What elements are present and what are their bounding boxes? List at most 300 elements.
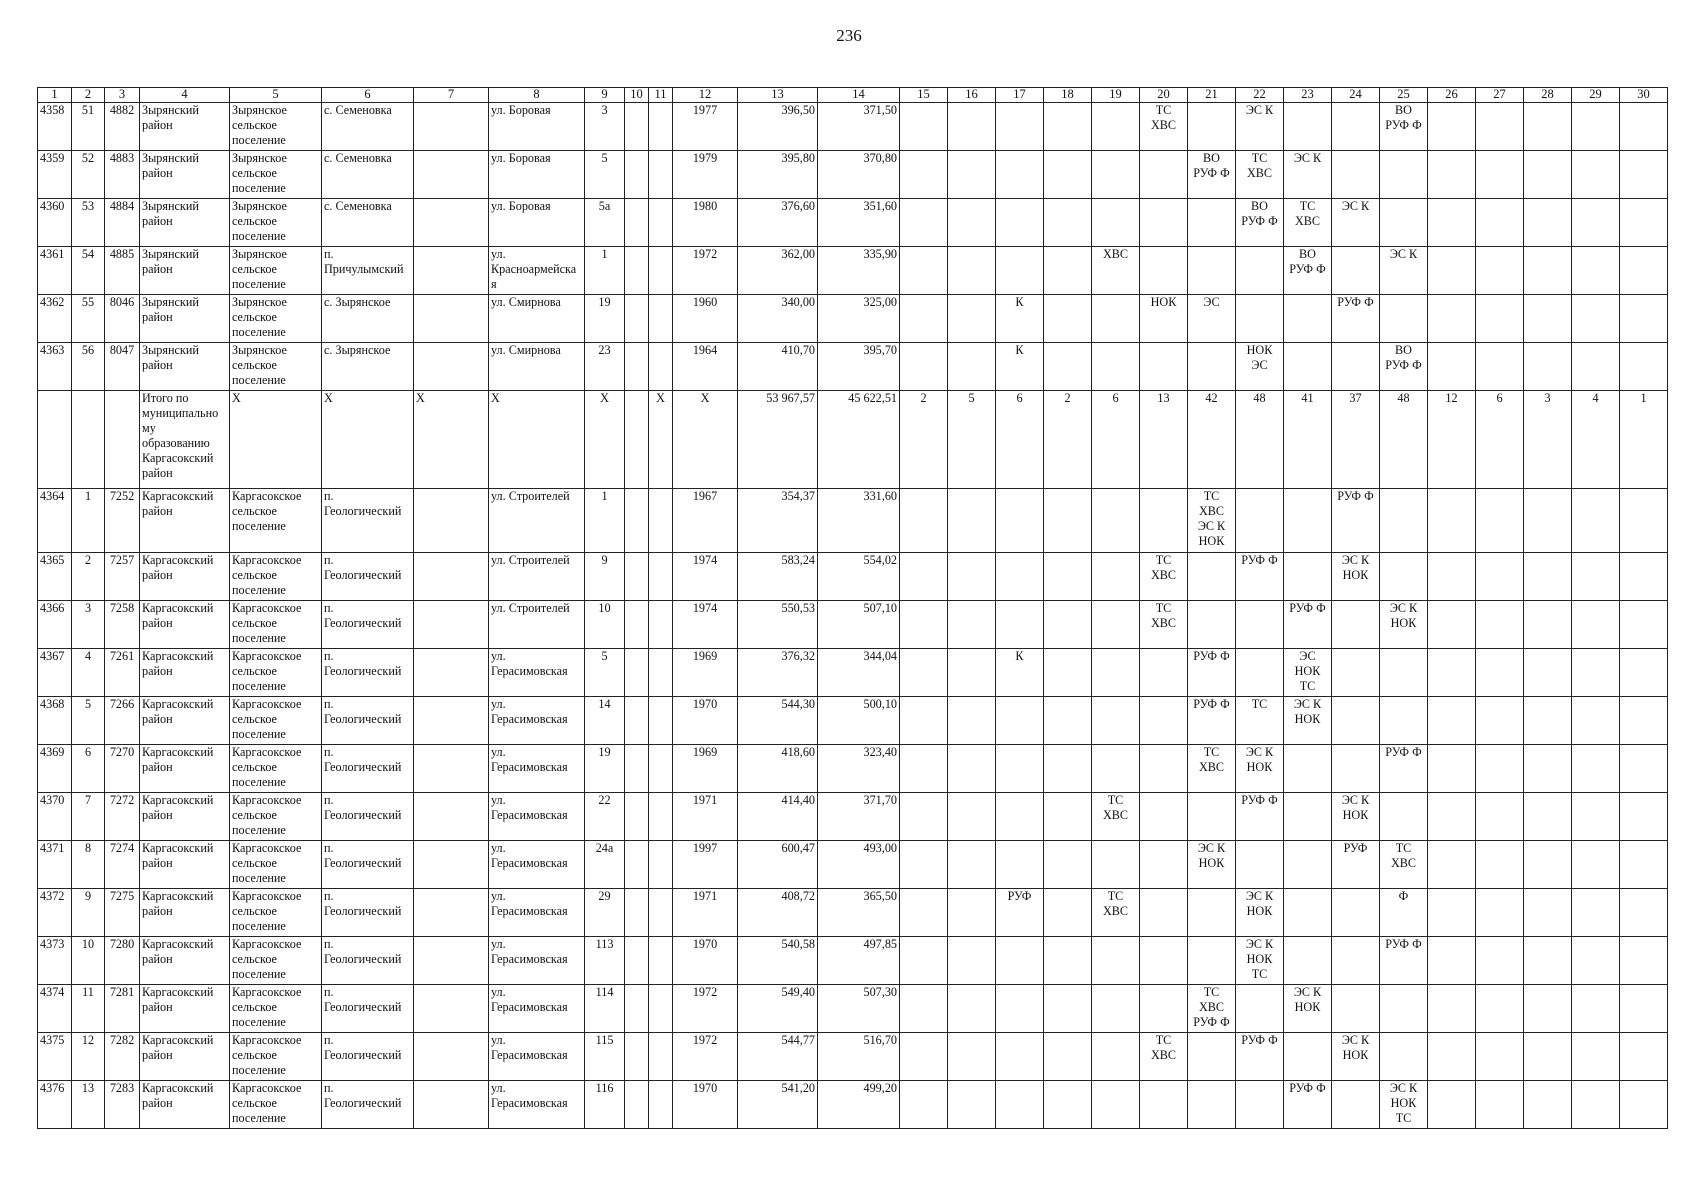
cell-text: 7258 — [109, 601, 135, 615]
cell-text: 5 — [601, 649, 608, 663]
cell-col-13 — [738, 151, 818, 199]
cell-text: 14 — [598, 697, 611, 711]
cell-col-28 — [1524, 553, 1572, 601]
cell-col-1 — [38, 985, 72, 1033]
cell-col-6 — [322, 103, 414, 151]
cell-col-29 — [1572, 391, 1620, 489]
cell-col-16 — [948, 937, 996, 985]
cell-text: п. Геологический — [324, 489, 402, 518]
cell-text: 41 — [1301, 391, 1314, 405]
column-header-30: 30 — [1620, 88, 1668, 103]
cell-col-24 — [1332, 103, 1380, 151]
cell-text: 55 — [81, 295, 95, 309]
cell-col-17 — [996, 841, 1044, 889]
cell-col-26 — [1428, 937, 1476, 985]
cell-col-27 — [1476, 745, 1524, 793]
cell-col-26 — [1428, 247, 1476, 295]
cell-col-5 — [230, 649, 322, 697]
column-header-25: 25 — [1380, 88, 1428, 103]
cell-text: 1970 — [692, 937, 718, 951]
cell-col-10 — [625, 841, 649, 889]
cell-col-15 — [900, 889, 948, 937]
cell-col-14 — [818, 1033, 900, 1081]
column-header-27: 27 — [1476, 88, 1524, 103]
cell-col-26 — [1428, 793, 1476, 841]
cell-text: Ф — [1398, 889, 1409, 903]
cell-text: 8046 — [109, 295, 135, 309]
cell-col-20 — [1140, 391, 1188, 489]
cell-col-28 — [1524, 649, 1572, 697]
cell-col-22 — [1236, 745, 1284, 793]
cell-col-20 — [1140, 1081, 1188, 1129]
cell-col-23 — [1284, 489, 1332, 553]
cell-col-4 — [140, 985, 230, 1033]
cell-text: 500,10 — [863, 697, 897, 711]
cell-text: 4361 — [40, 247, 65, 261]
cell-col-21 — [1188, 601, 1236, 649]
table-row — [38, 841, 1668, 889]
cell-text: 4366 — [40, 601, 65, 615]
cell-col-16 — [948, 343, 996, 391]
cell-text: 6 — [1016, 391, 1023, 405]
cell-col-3 — [105, 1081, 140, 1129]
cell-col-19 — [1092, 247, 1140, 295]
cell-col-5 — [230, 601, 322, 649]
cell-col-23 — [1284, 1033, 1332, 1081]
cell-col-20 — [1140, 745, 1188, 793]
cell-col-18 — [1044, 601, 1092, 649]
cell-col-12 — [673, 793, 738, 841]
cell-col-1 — [38, 199, 72, 247]
cell-col-10 — [625, 489, 649, 553]
cell-col-14 — [818, 889, 900, 937]
cell-col-19 — [1092, 1033, 1140, 1081]
cell-text: 1964 — [692, 343, 718, 357]
cell-text: 2 — [84, 553, 92, 567]
cell-col-3 — [105, 985, 140, 1033]
cell-text: ВО РУФ Ф — [1193, 151, 1230, 180]
cell-col-28 — [1524, 985, 1572, 1033]
cell-col-3 — [105, 199, 140, 247]
cell-text: 354,37 — [781, 489, 815, 503]
cell-text: 499,20 — [863, 1081, 897, 1095]
cell-col-4 — [140, 391, 230, 489]
cell-col-8 — [489, 601, 585, 649]
cell-col-22 — [1236, 489, 1284, 553]
cell-text: с. Зырянское — [324, 295, 391, 309]
cell-col-15 — [900, 295, 948, 343]
cell-col-18 — [1044, 1033, 1092, 1081]
cell-text: Каргасокское сельское поселение — [232, 841, 302, 885]
cell-col-30 — [1620, 745, 1668, 793]
cell-col-13 — [738, 553, 818, 601]
cell-text: 8047 — [109, 343, 135, 357]
cell-col-23 — [1284, 1081, 1332, 1129]
cell-col-24 — [1332, 199, 1380, 247]
cell-col-9 — [585, 391, 625, 489]
column-header-19: 19 — [1092, 88, 1140, 103]
cell-text: Х — [416, 391, 425, 405]
cell-col-23 — [1284, 103, 1332, 151]
cell-col-17 — [996, 601, 1044, 649]
cell-text: РУФ Ф — [1193, 697, 1230, 711]
cell-col-4 — [140, 489, 230, 553]
cell-text: 1967 — [692, 489, 718, 503]
cell-col-15 — [900, 985, 948, 1033]
column-header-4: 4 — [140, 88, 230, 103]
cell-text: 1 — [1640, 391, 1647, 405]
cell-col-20 — [1140, 793, 1188, 841]
cell-text: 2 — [920, 391, 927, 405]
cell-col-15 — [900, 489, 948, 553]
cell-col-25 — [1380, 151, 1428, 199]
cell-text: ЭС К НОК — [1341, 1033, 1370, 1062]
cell-col-25 — [1380, 1081, 1428, 1129]
cell-col-22 — [1236, 697, 1284, 745]
cell-text: ЭС К НОК ТС — [1245, 937, 1274, 981]
cell-col-15 — [900, 841, 948, 889]
cell-text: 54 — [81, 247, 95, 261]
cell-text: 4885 — [109, 247, 135, 261]
cell-col-11 — [649, 489, 673, 553]
cell-text: 335,90 — [863, 247, 897, 261]
cell-col-9 — [585, 295, 625, 343]
cell-col-14 — [818, 937, 900, 985]
cell-col-5 — [230, 489, 322, 553]
cell-col-11 — [649, 697, 673, 745]
cell-col-27 — [1476, 649, 1524, 697]
cell-col-9 — [585, 247, 625, 295]
cell-col-23 — [1284, 247, 1332, 295]
cell-col-17 — [996, 151, 1044, 199]
cell-col-27 — [1476, 391, 1524, 489]
cell-text: 414,40 — [781, 793, 815, 807]
cell-text: ул. Строителей — [491, 601, 570, 615]
cell-text: 362,00 — [781, 247, 815, 261]
cell-col-23 — [1284, 343, 1332, 391]
cell-col-11 — [649, 889, 673, 937]
cell-text: ТС ХВС — [1102, 793, 1129, 822]
cell-col-6 — [322, 601, 414, 649]
cell-col-11 — [649, 199, 673, 247]
cell-col-10 — [625, 247, 649, 295]
cell-col-7 — [414, 247, 489, 295]
cell-text: 1971 — [692, 793, 718, 807]
cell-col-22 — [1236, 151, 1284, 199]
cell-col-12 — [673, 1033, 738, 1081]
cell-col-12 — [673, 151, 738, 199]
cell-text: 56 — [81, 343, 95, 357]
cell-text: п. Геологический — [324, 745, 402, 774]
cell-col-30 — [1620, 937, 1668, 985]
column-header-14: 14 — [818, 88, 900, 103]
cell-text: 497,85 — [863, 937, 897, 951]
cell-col-29 — [1572, 1033, 1620, 1081]
cell-col-24 — [1332, 343, 1380, 391]
cell-col-2 — [72, 697, 105, 745]
cell-col-6 — [322, 343, 414, 391]
cell-col-4 — [140, 103, 230, 151]
cell-text: Каргасокское сельское поселение — [232, 553, 302, 597]
cell-col-11 — [649, 601, 673, 649]
cell-col-16 — [948, 697, 996, 745]
cell-text: п. Геологический — [324, 841, 402, 870]
column-header-22: 22 — [1236, 88, 1284, 103]
column-header-26: 26 — [1428, 88, 1476, 103]
cell-col-16 — [948, 151, 996, 199]
cell-text: с. Семеновка — [324, 103, 392, 117]
cell-col-1 — [38, 841, 72, 889]
cell-text: 6 — [1496, 391, 1503, 405]
cell-col-7 — [414, 649, 489, 697]
table-row — [38, 697, 1668, 745]
cell-col-8 — [489, 343, 585, 391]
cell-col-15 — [900, 649, 948, 697]
cell-text: ЭС К НОК — [1341, 793, 1370, 822]
cell-col-2 — [72, 343, 105, 391]
cell-col-11 — [649, 937, 673, 985]
cell-col-2 — [72, 649, 105, 697]
cell-col-22 — [1236, 601, 1284, 649]
cell-text: 13 — [81, 1081, 95, 1095]
cell-text: 549,40 — [781, 985, 815, 999]
cell-text: 418,60 — [781, 745, 815, 759]
cell-text: 19 — [598, 745, 611, 759]
cell-text: 396,50 — [781, 103, 815, 117]
cell-col-10 — [625, 343, 649, 391]
cell-text: ТС ХВС ЭС К НОК — [1197, 489, 1226, 548]
cell-col-17 — [996, 489, 1044, 553]
cell-col-20 — [1140, 649, 1188, 697]
cell-col-25 — [1380, 295, 1428, 343]
cell-col-15 — [900, 343, 948, 391]
cell-text: 7266 — [109, 697, 135, 711]
cell-col-13 — [738, 649, 818, 697]
cell-text: ул. Строителей — [491, 489, 570, 503]
cell-text: 493,00 — [863, 841, 897, 855]
cell-col-19 — [1092, 1081, 1140, 1129]
cell-text: ул. Смирнова — [491, 295, 561, 309]
cell-col-8 — [489, 841, 585, 889]
cell-col-29 — [1572, 247, 1620, 295]
cell-col-15 — [900, 553, 948, 601]
cell-col-15 — [900, 697, 948, 745]
cell-col-3 — [105, 793, 140, 841]
cell-col-13 — [738, 601, 818, 649]
cell-text: 113 — [595, 937, 614, 951]
cell-text: РУФ — [1343, 841, 1368, 855]
cell-col-17 — [996, 553, 1044, 601]
cell-col-13 — [738, 489, 818, 553]
cell-col-20 — [1140, 151, 1188, 199]
cell-col-9 — [585, 793, 625, 841]
cell-col-6 — [322, 199, 414, 247]
cell-col-1 — [38, 889, 72, 937]
cell-col-16 — [948, 553, 996, 601]
cell-text: Каргасокский район — [142, 697, 214, 726]
cell-text: 541,20 — [781, 1081, 815, 1095]
cell-col-23 — [1284, 985, 1332, 1033]
cell-text: 4369 — [40, 745, 65, 759]
cell-text: 10 — [81, 937, 95, 951]
cell-col-12 — [673, 649, 738, 697]
cell-col-6 — [322, 841, 414, 889]
column-header-29: 29 — [1572, 88, 1620, 103]
cell-text: 7274 — [109, 841, 135, 855]
cell-col-3 — [105, 343, 140, 391]
cell-col-4 — [140, 937, 230, 985]
cell-text: ВО РУФ Ф — [1241, 199, 1278, 228]
cell-col-19 — [1092, 295, 1140, 343]
cell-col-14 — [818, 343, 900, 391]
cell-col-13 — [738, 199, 818, 247]
cell-text: 1977 — [692, 103, 718, 117]
cell-col-1 — [38, 103, 72, 151]
cell-text: 4371 — [40, 841, 65, 855]
cell-col-25 — [1380, 889, 1428, 937]
column-header-3: 3 — [105, 88, 140, 103]
cell-col-11 — [649, 295, 673, 343]
column-header-21: 21 — [1188, 88, 1236, 103]
cell-text: 7272 — [109, 793, 135, 807]
cell-col-5 — [230, 343, 322, 391]
cell-col-18 — [1044, 151, 1092, 199]
cell-text: ул. Герасимовская — [491, 1081, 568, 1110]
cell-col-3 — [105, 601, 140, 649]
cell-col-30 — [1620, 343, 1668, 391]
cell-col-30 — [1620, 247, 1668, 295]
cell-col-21 — [1188, 841, 1236, 889]
cell-col-3 — [105, 151, 140, 199]
column-header-9: 9 — [585, 88, 625, 103]
cell-col-19 — [1092, 649, 1140, 697]
cell-col-16 — [948, 391, 996, 489]
cell-col-18 — [1044, 937, 1092, 985]
cell-col-22 — [1236, 295, 1284, 343]
cell-col-24 — [1332, 889, 1380, 937]
cell-text: 4365 — [40, 553, 65, 567]
cell-col-17 — [996, 745, 1044, 793]
table-row — [38, 745, 1668, 793]
cell-col-3 — [105, 1033, 140, 1081]
cell-col-4 — [140, 745, 230, 793]
cell-text: 10 — [598, 601, 611, 615]
cell-col-28 — [1524, 793, 1572, 841]
cell-col-10 — [625, 199, 649, 247]
cell-col-8 — [489, 649, 585, 697]
cell-col-7 — [414, 295, 489, 343]
cell-col-1 — [38, 1033, 72, 1081]
cell-text: 3 — [601, 103, 608, 117]
cell-text: п. Геологический — [324, 601, 402, 630]
cell-col-2 — [72, 247, 105, 295]
cell-col-23 — [1284, 295, 1332, 343]
cell-col-17 — [996, 103, 1044, 151]
cell-col-9 — [585, 601, 625, 649]
cell-col-14 — [818, 247, 900, 295]
cell-col-22 — [1236, 937, 1284, 985]
cell-col-25 — [1380, 343, 1428, 391]
cell-text: 4 — [84, 649, 92, 663]
cell-col-6 — [322, 391, 414, 489]
cell-text: НОК — [1150, 295, 1177, 309]
cell-col-7 — [414, 1033, 489, 1081]
cell-text: Зырянское сельское поселение — [232, 343, 287, 387]
cell-col-8 — [489, 103, 585, 151]
cell-text: 507,30 — [863, 985, 897, 999]
cell-col-13 — [738, 841, 818, 889]
cell-col-28 — [1524, 151, 1572, 199]
cell-col-27 — [1476, 1081, 1524, 1129]
cell-text: 544,30 — [781, 697, 815, 711]
cell-text: 5а — [598, 199, 611, 213]
cell-col-1 — [38, 489, 72, 553]
cell-col-21 — [1188, 391, 1236, 489]
cell-text: 7275 — [109, 889, 135, 903]
cell-text: 7281 — [109, 985, 135, 999]
cell-text: Зырянское сельское поселение — [232, 247, 287, 291]
cell-col-1 — [38, 1081, 72, 1129]
cell-col-7 — [414, 745, 489, 793]
cell-col-20 — [1140, 489, 1188, 553]
cell-col-10 — [625, 745, 649, 793]
cell-col-26 — [1428, 151, 1476, 199]
cell-text: РУФ — [1007, 889, 1032, 903]
cell-text: Каргасокский район — [142, 649, 214, 678]
cell-col-8 — [489, 1033, 585, 1081]
cell-col-11 — [649, 649, 673, 697]
cell-col-15 — [900, 199, 948, 247]
cell-col-21 — [1188, 151, 1236, 199]
cell-text: Зырянское сельское поселение — [232, 103, 287, 147]
cell-col-6 — [322, 295, 414, 343]
cell-col-20 — [1140, 343, 1188, 391]
cell-text: ВО РУФ Ф — [1385, 343, 1422, 372]
cell-text: 24а — [595, 841, 614, 855]
cell-col-15 — [900, 745, 948, 793]
cell-col-13 — [738, 247, 818, 295]
cell-col-2 — [72, 103, 105, 151]
column-header-5: 5 — [230, 88, 322, 103]
cell-col-21 — [1188, 553, 1236, 601]
cell-col-15 — [900, 793, 948, 841]
cell-col-9 — [585, 151, 625, 199]
cell-text: п. Геологический — [324, 985, 402, 1014]
cell-col-26 — [1428, 841, 1476, 889]
cell-col-5 — [230, 553, 322, 601]
cell-col-23 — [1284, 391, 1332, 489]
cell-text: 1972 — [692, 985, 718, 999]
cell-col-23 — [1284, 745, 1332, 793]
cell-text: 4358 — [40, 103, 65, 117]
cell-col-1 — [38, 793, 72, 841]
cell-col-11 — [649, 151, 673, 199]
cell-col-2 — [72, 1081, 105, 1129]
cell-col-12 — [673, 489, 738, 553]
cell-col-15 — [900, 151, 948, 199]
cell-col-8 — [489, 937, 585, 985]
cell-text: 395,80 — [781, 151, 815, 165]
cell-col-29 — [1572, 343, 1620, 391]
cell-col-14 — [818, 103, 900, 151]
cell-col-23 — [1284, 199, 1332, 247]
cell-col-22 — [1236, 103, 1284, 151]
cell-col-30 — [1620, 151, 1668, 199]
cell-col-15 — [900, 247, 948, 295]
cell-col-30 — [1620, 889, 1668, 937]
cell-text: 4376 — [40, 1081, 65, 1095]
cell-col-16 — [948, 889, 996, 937]
